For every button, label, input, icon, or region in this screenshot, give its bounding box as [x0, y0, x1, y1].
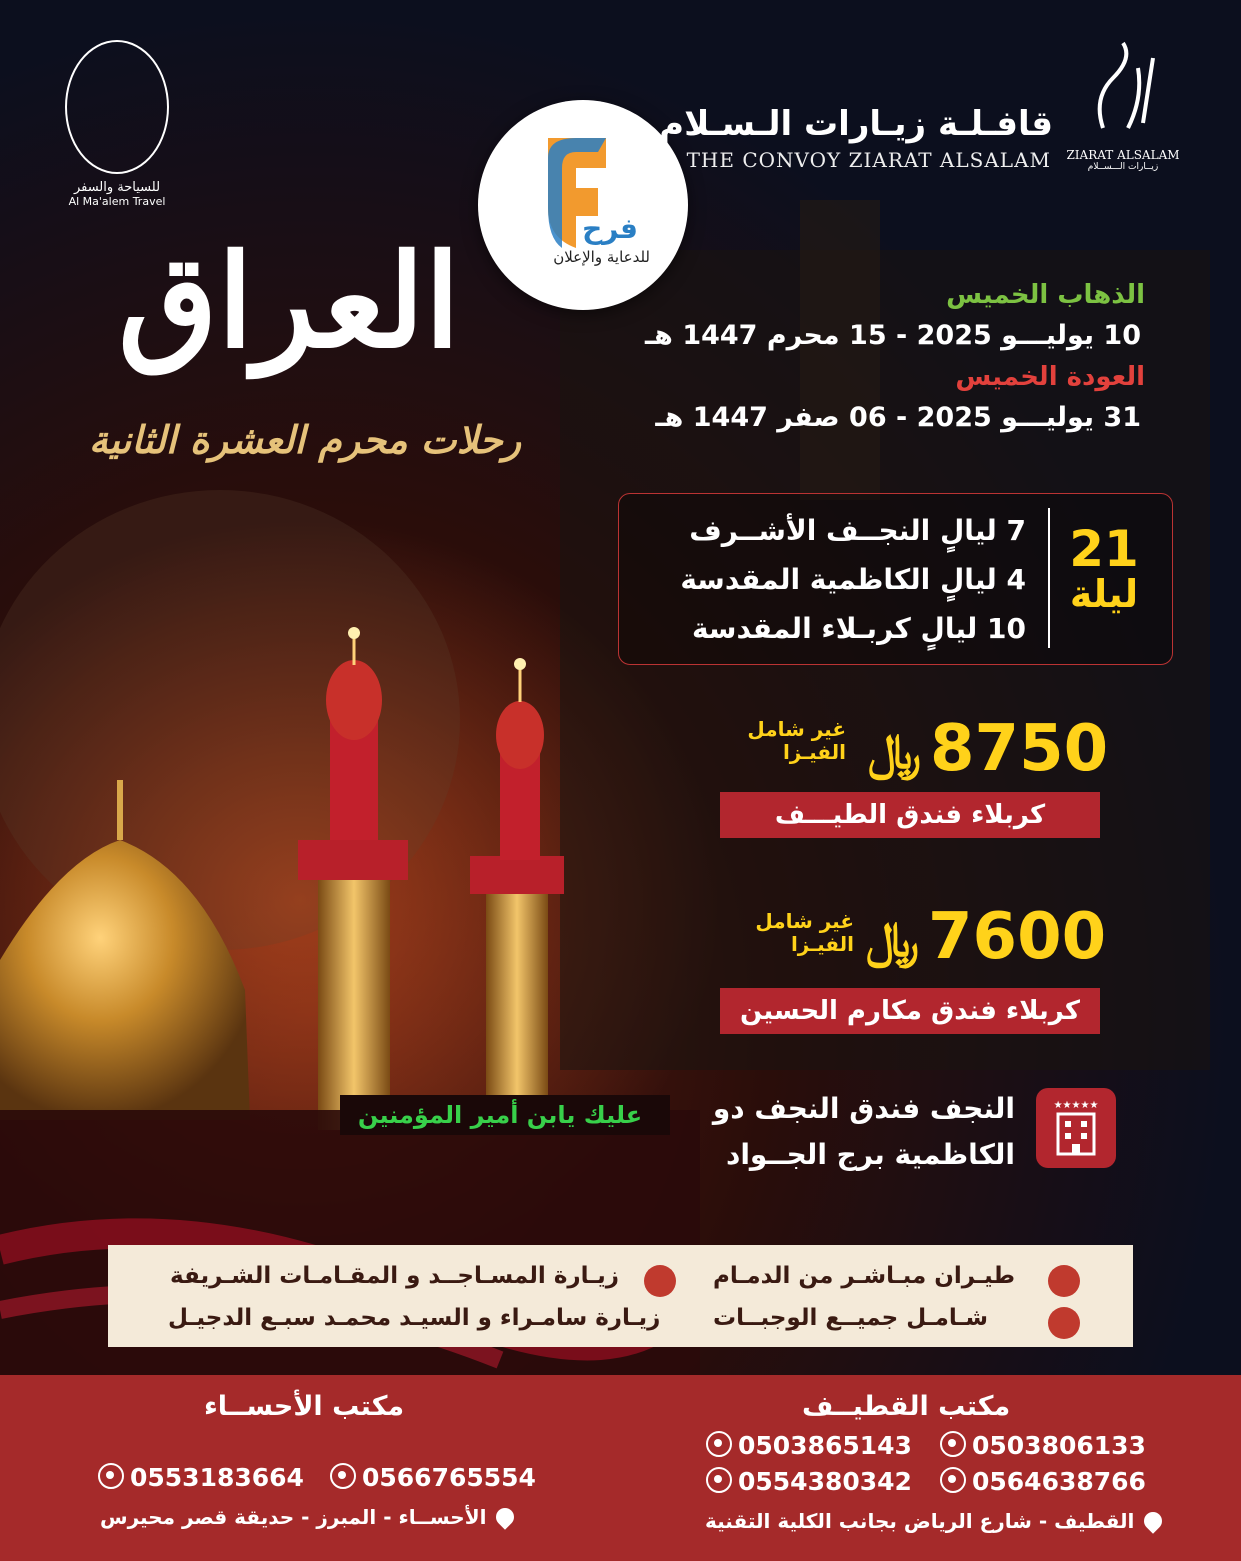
ziarat-calligraphy-icon — [1083, 38, 1163, 138]
whatsapp-icon — [940, 1431, 966, 1457]
nights-divider — [1048, 508, 1050, 648]
logo-left-english: Al Ma'alem Travel — [68, 195, 166, 208]
qatif-phone-3[interactable] — [940, 1467, 1146, 1496]
ahsa-address — [100, 1505, 514, 1529]
ziarat-alsalam-logo — [1063, 38, 1183, 172]
feature-meals: شـامـل جميــع الوجبــات — [713, 1305, 988, 1331]
package-2-hotel: كربلاء فندق مكارم الحسين — [720, 988, 1100, 1034]
whatsapp-icon — [940, 1467, 966, 1493]
package-2-price: 7600 — [928, 900, 1107, 974]
convoy-name-english: THE CONVOY ZIARAT ALSALAM — [686, 148, 1051, 172]
nights-total-unit: ليلة — [1069, 572, 1139, 616]
return-label: العودة الخميس — [955, 362, 1145, 392]
qatif-phone-2-number: 0503865143 — [738, 1431, 912, 1460]
return-date: 31 يوليـــو 2025 - 06 صفر 1447 هـ — [655, 402, 1141, 433]
meal-dish-icon — [1048, 1307, 1080, 1339]
qatif-phone-3-number: 0564638766 — [972, 1467, 1146, 1496]
qatif-phone-2[interactable] — [706, 1431, 912, 1460]
calligraphy-logo-mark — [65, 40, 169, 174]
package-1-visa-note — [722, 718, 846, 764]
qatif-phone-4[interactable] — [706, 1467, 912, 1496]
package-2-visa-line2: الفيـزا — [790, 932, 854, 956]
hotel-najaf: النجف فندق النجف دو — [712, 1092, 1015, 1125]
ahsa-office-title: مكتب الأحســاء — [204, 1391, 405, 1422]
feature-mosques: زيـارة المسـاجــد و المقـامـات الشـريفة — [170, 1263, 620, 1289]
hotel-kadhimiya: الكاظمية برج الجــواد — [725, 1138, 1015, 1171]
logo-right-english: ZIARAT ALSALAM — [1066, 148, 1180, 162]
location-pin-icon — [493, 1504, 518, 1529]
svg-text:عليك يابن أمير المؤمنين: عليك يابن أمير المؤمنين — [357, 1101, 643, 1129]
al-maalem-logo — [52, 40, 182, 208]
qatif-phone-1-number: 0503806133 — [972, 1431, 1146, 1460]
mosque-icon — [644, 1265, 676, 1297]
nights-box — [618, 493, 1173, 665]
logo-right-arabic: زيــارات الـــســلام — [1087, 162, 1159, 172]
ahsa-phone-1[interactable] — [330, 1463, 536, 1492]
nights-total — [1064, 520, 1144, 616]
hotels-list — [713, 1086, 1015, 1178]
convoy-name-arabic: قافـلـة زيـارات الـسـلام — [659, 104, 1053, 144]
qatif-address — [705, 1509, 1162, 1533]
nights-total-number: 21 — [1069, 520, 1139, 578]
farah-tagline: للدعاية والإعلان — [553, 248, 650, 266]
qatif-office-title: مكتب القطيــف — [802, 1391, 1011, 1422]
logo-left-arabic: للسياحة والسفر — [73, 180, 161, 195]
whatsapp-icon — [98, 1463, 124, 1489]
footer-contacts — [0, 1375, 1241, 1561]
departure-date: 10 يوليـــو 2025 - 15 محرم 1447 هـ — [644, 320, 1141, 351]
feature-direct-flight: طيـران مبـاشـر من الدمـام — [713, 1263, 1016, 1289]
package-1-visa-line1: غير شامل — [747, 717, 846, 741]
hero-title: العراق — [118, 227, 460, 377]
package-2-visa-line1: غير شامل — [755, 909, 854, 933]
package-1-visa-line2: الفيـزا — [782, 740, 846, 764]
whatsapp-icon — [706, 1431, 732, 1457]
package-2-visa-note — [730, 910, 854, 956]
nights-item-karbala: 10 ليالٍ كربـلاء المقدسة — [691, 612, 1026, 645]
hero-subtitle: رحلات محرم العشرة الثانية — [88, 418, 522, 462]
whatsapp-icon — [706, 1467, 732, 1493]
nights-item-kadhimiya: 4 ليالٍ الكاظمية المقدسة — [680, 563, 1026, 596]
location-pin-icon — [1141, 1508, 1166, 1533]
qatif-address-text: القطيف - شارع الرياض بجانب الكلية التقنية — [705, 1509, 1135, 1533]
ahsa-phone-1-number: 0566765554 — [362, 1463, 536, 1492]
farah-name: فرح — [582, 212, 638, 245]
qatif-phone-4-number: 0554380342 — [738, 1467, 912, 1496]
features-strip — [108, 1245, 1133, 1347]
package-1-hotel: كربلاء فندق الطيـــف — [720, 792, 1100, 838]
ahsa-phone-2[interactable] — [98, 1463, 304, 1492]
whatsapp-icon — [330, 1463, 356, 1489]
farah-ad-badge — [478, 100, 688, 310]
airplane-icon — [1048, 1265, 1080, 1297]
ahsa-phone-2-number: 0553183664 — [130, 1463, 304, 1492]
ahsa-address-text: الأحســاء - المبرز - حديقة قصر محيرس — [100, 1505, 487, 1529]
svg-text:★★★★★: ★★★★★ — [1053, 1100, 1099, 1111]
nights-item-najaf: 7 ليالٍ النجــف الأشــرف — [689, 514, 1026, 547]
qatif-phone-1[interactable] — [940, 1431, 1146, 1460]
package-2-currency-icon: ﷼ — [866, 912, 920, 968]
departure-label: الذهاب الخميس — [946, 280, 1145, 310]
nights-list — [680, 506, 1026, 653]
package-1-currency-icon: ﷼ — [868, 724, 922, 780]
package-1-price: 8750 — [930, 712, 1109, 786]
hotel-building-icon — [1036, 1088, 1116, 1168]
feature-samarra: زيـارة سامـراء و السيـد محمـد سبـع الدجيـل — [168, 1305, 661, 1331]
